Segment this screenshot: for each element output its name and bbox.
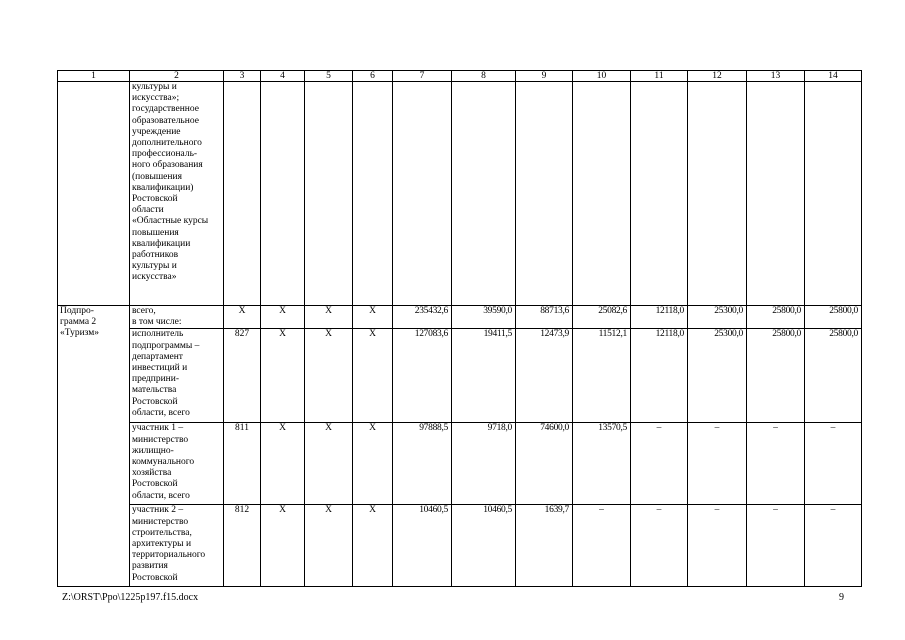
amount-cell: – xyxy=(747,423,805,505)
table-cell xyxy=(305,82,353,306)
table-cell xyxy=(747,82,805,306)
amount-cell: 127083,6 xyxy=(393,329,452,423)
amount-cell: 11512,1 xyxy=(573,329,631,423)
amount-cell: – xyxy=(688,505,747,587)
column-number: 6 xyxy=(353,71,393,82)
table-cell xyxy=(631,82,688,306)
budget-code-cell: 812 xyxy=(224,505,261,587)
code-cell: Х xyxy=(261,306,305,329)
amount-cell: 25800,0 xyxy=(805,329,862,423)
column-number: 4 xyxy=(261,71,305,82)
table-row xyxy=(58,306,862,329)
budget-table xyxy=(57,70,862,587)
code-cell: Х xyxy=(261,329,305,423)
table-cell xyxy=(393,82,452,306)
column-number: 8 xyxy=(452,71,516,82)
amount-cell: 12118,0 xyxy=(631,329,688,423)
column-number: 1 xyxy=(58,71,130,82)
table-cell xyxy=(224,82,261,306)
amount-cell: 25800,0 xyxy=(747,329,805,423)
column-number: 3 xyxy=(224,71,261,82)
table-row xyxy=(58,329,862,423)
column-number-row xyxy=(58,71,862,82)
code-cell: Х xyxy=(305,329,353,423)
code-cell: Х xyxy=(353,306,393,329)
table-cell xyxy=(452,82,516,306)
code-cell: Х xyxy=(353,423,393,505)
budget-code-cell: 827 xyxy=(224,329,261,423)
table-cell xyxy=(516,82,573,306)
table-cell xyxy=(261,82,305,306)
code-cell: Х xyxy=(353,329,393,423)
code-cell: Х xyxy=(305,423,353,505)
amount-cell: 97888,5 xyxy=(393,423,452,505)
amount-cell: – xyxy=(573,505,631,587)
code-cell: Х xyxy=(261,505,305,587)
code-cell: Х xyxy=(305,306,353,329)
amount-cell: 25300,0 xyxy=(688,306,747,329)
amount-cell: – xyxy=(805,423,862,505)
column-number: 9 xyxy=(516,71,573,82)
row-description: исполнитель подпрограммы – департамент инвестиций и предприни- мательства Ростовской области, всего xyxy=(130,329,224,423)
column-number: 12 xyxy=(688,71,747,82)
column-number: 13 xyxy=(747,71,805,82)
table-row xyxy=(58,423,862,505)
amount-cell: 10460,5 xyxy=(393,505,452,587)
column-number: 11 xyxy=(631,71,688,82)
budget-code-cell: 811 xyxy=(224,423,261,505)
row-description: участник 2 – министерство строительства, архитектуры и территориального развития Ростовской xyxy=(130,505,224,587)
table-row xyxy=(58,82,862,306)
amount-cell: 9718,0 xyxy=(452,423,516,505)
amount-cell: 39590,0 xyxy=(452,306,516,329)
footer-file-path: Z:\ORST\Ppo\1225p197.f15.docx xyxy=(62,592,199,603)
table-cell xyxy=(805,82,862,306)
table-cell xyxy=(688,82,747,306)
amount-cell: 12118,0 xyxy=(631,306,688,329)
subprogram-name: Подпро- грамма 2 «Туризм» xyxy=(58,306,130,587)
program-name-cell xyxy=(58,82,130,306)
column-number: 10 xyxy=(573,71,631,82)
table-row xyxy=(58,505,862,587)
column-number: 2 xyxy=(130,71,224,82)
column-number: 14 xyxy=(805,71,862,82)
amount-cell: 88713,6 xyxy=(516,306,573,329)
page-number: 9 xyxy=(839,592,844,603)
amount-cell: 19411,5 xyxy=(452,329,516,423)
amount-cell: – xyxy=(805,505,862,587)
column-number: 5 xyxy=(305,71,353,82)
amount-cell: 25800,0 xyxy=(747,306,805,329)
amount-cell: 10460,5 xyxy=(452,505,516,587)
amount-cell: 25082,6 xyxy=(573,306,631,329)
amount-cell: 12473,9 xyxy=(516,329,573,423)
amount-cell: – xyxy=(747,505,805,587)
amount-cell: – xyxy=(631,423,688,505)
amount-cell: 235432,6 xyxy=(393,306,452,329)
code-cell: Х xyxy=(261,423,305,505)
table-cell xyxy=(353,82,393,306)
amount-cell: 1639,7 xyxy=(516,505,573,587)
amount-cell: 25300,0 xyxy=(688,329,747,423)
table-cell xyxy=(573,82,631,306)
amount-cell: – xyxy=(631,505,688,587)
code-cell: Х xyxy=(305,505,353,587)
row-description: культуры и искусства»; государственное образовательное учреждение дополнительного профессиональ- ного образования (повышения квалификации) Ростовской области «Областные курсы повышения квалификации работников культуры и искусства» xyxy=(130,82,224,306)
amount-cell: 25800,0 xyxy=(805,306,862,329)
row-description: всего, в том числе: xyxy=(130,306,224,329)
code-cell: Х xyxy=(353,505,393,587)
budget-code-cell: Х xyxy=(224,306,261,329)
amount-cell: 74600,0 xyxy=(516,423,573,505)
amount-cell: – xyxy=(688,423,747,505)
column-number: 7 xyxy=(393,71,452,82)
row-description: участник 1 – министерство жилищно- коммунального хозяйства Ростовской области, всего xyxy=(130,423,224,505)
amount-cell: 13570,5 xyxy=(573,423,631,505)
